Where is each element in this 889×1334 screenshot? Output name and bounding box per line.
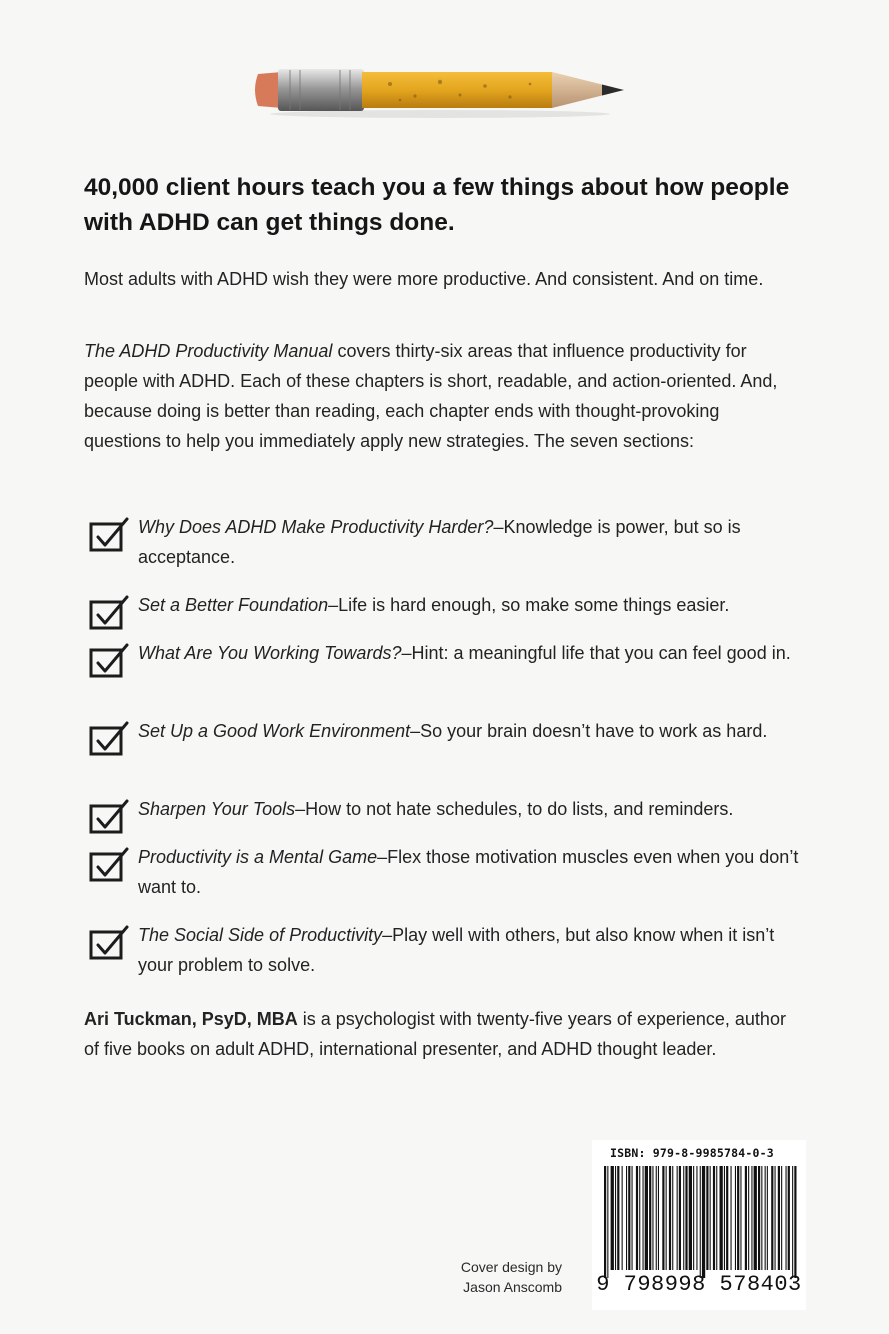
author-name: Ari Tuckman, PsyD, MBA	[84, 1009, 298, 1029]
barcode-bar	[632, 1166, 633, 1270]
section-desc: –Knowledge is power, but so is acceptance.	[138, 517, 741, 567]
book-title: The ADHD Productivity Manual	[84, 341, 333, 361]
barcode-bar	[771, 1166, 773, 1270]
barcode-bar	[636, 1166, 638, 1270]
barcode-bar	[754, 1166, 757, 1270]
barcode-bar	[700, 1166, 701, 1278]
barcode-bar	[775, 1166, 776, 1270]
barcode-bar	[781, 1166, 782, 1270]
section-desc: –Life is hard enough, so make some things easier.	[328, 595, 730, 615]
section-desc: –Hint: a meaningful life that you can feel good in.	[401, 643, 791, 663]
barcode-bar	[626, 1166, 627, 1270]
barcode-bar	[767, 1166, 768, 1270]
barcode-bar	[645, 1166, 648, 1270]
checkbox-check-icon	[89, 642, 129, 678]
section-text	[138, 638, 802, 668]
barcode-bar	[615, 1166, 616, 1270]
barcode-bar	[662, 1166, 664, 1270]
section-title: The Social Side of Productivity	[138, 925, 383, 945]
barcode-bar	[778, 1166, 780, 1270]
barcode-bar	[617, 1166, 619, 1270]
section-text	[138, 716, 802, 746]
barcode-bar	[628, 1166, 630, 1270]
barcode-bar	[652, 1166, 653, 1270]
description-paragraph	[84, 336, 800, 456]
barcode-bar	[607, 1166, 608, 1278]
barcode-bar	[786, 1166, 787, 1270]
section-desc: –Play well with others, but also know when it isn’t your problem to solve.	[138, 925, 775, 975]
section-text	[138, 920, 802, 980]
barcode-bar	[740, 1166, 741, 1270]
barcode-bar	[604, 1166, 606, 1278]
barcode-icon	[602, 1166, 798, 1284]
section-title: What Are You Working Towards?	[138, 643, 402, 663]
barcode-bar	[745, 1166, 747, 1270]
barcode-bar	[658, 1166, 659, 1270]
checkbox-check-icon	[89, 720, 129, 756]
barcode-bar	[724, 1166, 725, 1270]
barcode-bar	[751, 1166, 752, 1270]
barcode-bar	[649, 1166, 651, 1270]
barcode-bar	[792, 1166, 793, 1278]
section-desc: –How to not hate schedules, to do lists, and reminders.	[295, 799, 734, 819]
description-text: covers thirty-six areas that influence productivity for people with ADHD. Each of these chapters is short, readable, and action-oriented. And, because doing is better than reading, each chapter ends with thought-provoking questions to help you immediately apply new strategies. The seven sections:	[84, 341, 778, 451]
barcode-bar	[666, 1166, 667, 1270]
barcode-bar	[685, 1166, 687, 1270]
checkbox-check-icon	[89, 846, 129, 882]
section-text	[138, 512, 802, 572]
barcode-bar	[716, 1166, 717, 1270]
section-title: Set Up a Good Work Environment	[138, 721, 411, 741]
barcode-bar	[656, 1166, 657, 1270]
section-text	[138, 842, 802, 902]
cover-credit-line1: Cover design by	[460, 1259, 562, 1275]
cover-credit-line2: Jason Anscomb	[463, 1279, 562, 1295]
barcode-bar	[679, 1166, 681, 1270]
barcode-bar	[710, 1166, 711, 1270]
barcode-block	[592, 1140, 806, 1310]
barcode-bar	[794, 1166, 796, 1278]
barcode-bar	[765, 1166, 766, 1270]
barcode-bar	[672, 1166, 673, 1270]
author-bio	[84, 1004, 800, 1064]
barcode-bar	[731, 1166, 732, 1270]
isbn-text: ISBN: 979-8-9985784-0-3	[610, 1146, 774, 1160]
barcode-bar	[761, 1166, 762, 1270]
section-desc: –Flex those motivation muscles even when you don’t want to.	[138, 847, 799, 897]
barcode-digits: 9 798998 578403	[596, 1272, 802, 1297]
barcode-bar	[696, 1166, 697, 1270]
barcode-bar	[788, 1166, 790, 1270]
barcode-bar	[706, 1166, 708, 1270]
section-title: Sharpen Your Tools	[138, 799, 296, 819]
barcode-bar	[683, 1166, 684, 1270]
barcode-bar	[639, 1166, 640, 1270]
barcode-bar	[713, 1166, 715, 1270]
headline: 40,000 client hours teach you a few things about how people with ADHD can get things done.	[84, 174, 790, 236]
barcode-bar	[737, 1166, 739, 1270]
barcode-bar	[693, 1166, 694, 1270]
pencil-icon	[250, 62, 630, 122]
barcode-bar	[622, 1166, 623, 1270]
barcode-bar	[702, 1166, 705, 1278]
barcode-bar	[611, 1166, 614, 1270]
cover-credit	[430, 1257, 562, 1297]
barcode-bar	[726, 1166, 728, 1270]
section-title: Set a Better Foundation	[138, 595, 329, 615]
barcode-bar	[758, 1166, 760, 1270]
checkbox-check-icon	[89, 924, 129, 960]
barcode-bar	[748, 1166, 749, 1270]
checkbox-check-icon	[89, 798, 129, 834]
section-desc: –So your brain doesn’t have to work as hard.	[410, 721, 768, 741]
section-title: Why Does ADHD Make Productivity Harder?	[138, 517, 494, 537]
section-text	[138, 794, 802, 824]
barcode-bar	[689, 1166, 692, 1270]
checkbox-check-icon	[89, 516, 129, 552]
checkbox-check-icon	[89, 594, 129, 630]
barcode-bar	[677, 1166, 678, 1270]
barcode-bar	[643, 1166, 644, 1270]
barcode-bar	[735, 1166, 736, 1270]
barcode-bar	[720, 1166, 723, 1270]
intro-paragraph: Most adults with ADHD wish they were more productive. And consistent. And on time.	[84, 269, 764, 289]
barcode-bar	[669, 1166, 671, 1270]
author-bio-text: is a psychologist with twenty-five years of experience, author of five books on adult ADHD, international presenter, and ADHD thought leader.	[84, 1009, 786, 1059]
section-title: Productivity is a Mental Game	[138, 847, 378, 867]
section-text	[138, 590, 802, 620]
